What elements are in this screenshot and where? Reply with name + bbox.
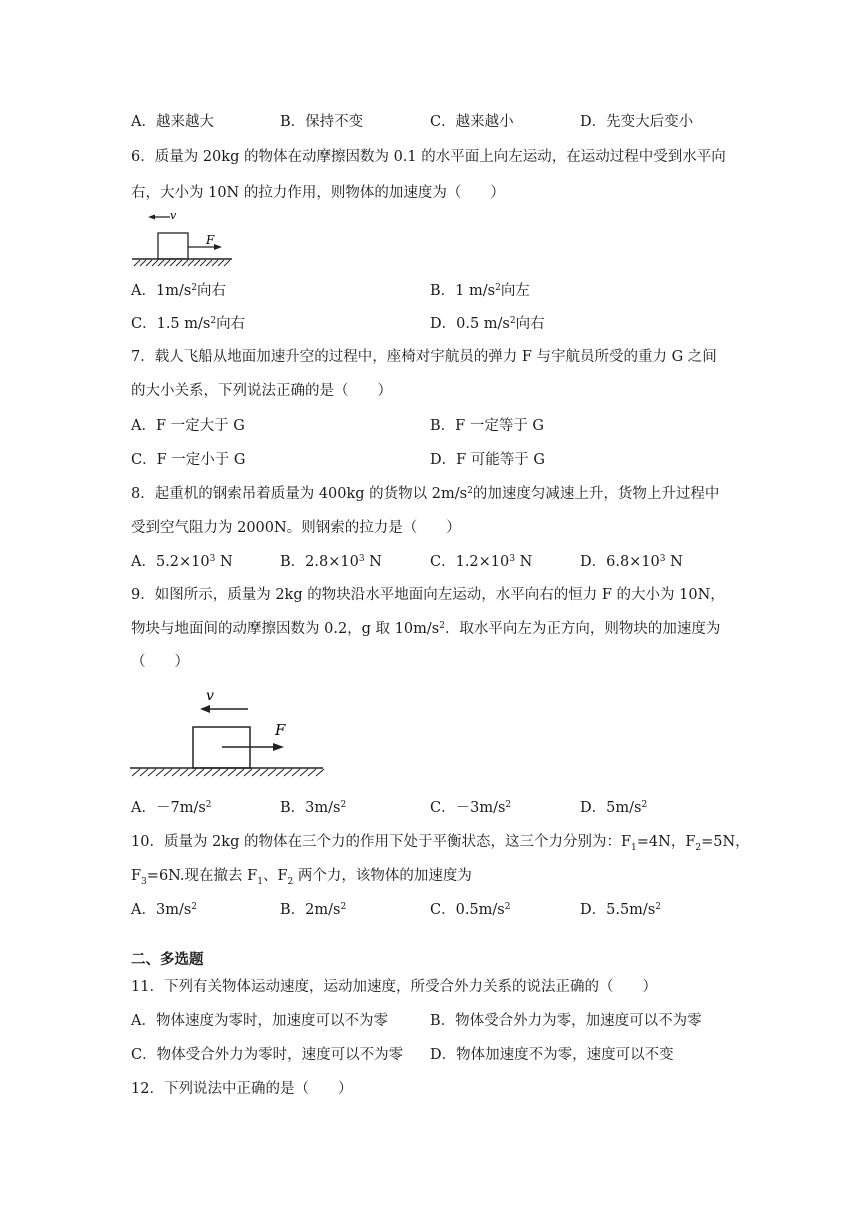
q11-option-d: D．物体加速度不为零，速度可以不变 <box>430 1047 674 1063</box>
q11-option-b: B．物体受合外力为零，加速度可以不为零 <box>430 1013 702 1029</box>
q7-stem-line2: 的大小关系，下列说法正确的是（ ） <box>131 383 392 399</box>
q5-option-d: D．先变大后变小 <box>580 114 694 130</box>
q6-velocity-label: v <box>170 209 177 222</box>
q6-option-b: B．1 $m/s^2$向左 <box>430 283 530 299</box>
q11-stem: 11．下列有关物体运动速度，运动加速度，所受合外力关系的说法正确的（ ） <box>131 979 657 995</box>
q8-option-a: A．$5.2\times 10^3$ N <box>131 554 233 570</box>
q9-option-d: D．$5m/s^2$ <box>580 800 648 816</box>
q9-block-diagram <box>128 683 328 778</box>
q9-stem-line3: （ ） <box>131 654 189 670</box>
q7-option-b: B．F 一定等于 G <box>430 418 545 434</box>
q6-option-d: D．0.5 $m/s^2$向右 <box>430 316 545 332</box>
q11-option-a: A．物体速度为零时，加速度可以不为零 <box>131 1013 388 1029</box>
q12-stem: 12．下列说法中正确的是（ ） <box>131 1081 353 1097</box>
q10-option-d: D．$5.5m/s^2$ <box>580 902 661 918</box>
q10-option-a: A．$3m/s^2$ <box>131 902 198 918</box>
q7-stem-line1: 7．载人飞船从地面加速升空的过程中，座椅对宇航员的弹力 F 与宇航员所受的重力 G 之间 <box>131 349 717 365</box>
q5-option-c: C．越来越小 <box>430 114 514 130</box>
section-heading: 二、多选题 <box>131 951 204 968</box>
q7-option-c: C．F 一定小于 G <box>131 452 246 468</box>
q10-option-c: C．$0.5m/s^2$ <box>430 902 511 918</box>
q7-option-a: A．F 一定大于 G <box>131 418 245 434</box>
q6-stem-line1: 6．质量为 20kg 的物体在动摩擦因数为 0.1 的水平面上向左运动，在运动过程中受到水平向 <box>131 149 726 165</box>
q8-stem-line2: 受到空气阻力为 2000N。则钢索的拉力是（ ） <box>131 520 461 536</box>
q9-option-b: B．$3m/s^2$ <box>280 800 347 816</box>
q6-option-c: C．1.5 $m/s^2$向右 <box>131 316 246 332</box>
q9-option-a: A．$-7m/s^2$ <box>131 800 212 816</box>
q10-option-b: B．$2m/s^2$ <box>280 902 347 918</box>
q8-stem-line1: 8．起重机的钢索吊着质量为 400kg 的货物以 $2m/s^2$的加速度匀减速上升，货物上升过程中 <box>131 486 720 502</box>
q6-option-a: A．$1m/s^2$向右 <box>131 283 227 299</box>
q9-force-label: F <box>275 721 286 739</box>
q9-option-c: C．$-3m/s^2$ <box>430 800 512 816</box>
q11-option-c: C．物体受合外力为零时，速度可以不为零 <box>131 1047 404 1063</box>
q6-stem-line2: 右，大小为 10N 的拉力作用，则物体的加速度为（ ） <box>131 185 505 201</box>
q8-option-d: D．$6.8\times 10^3$ N <box>580 554 683 570</box>
q7-option-d: D．F 可能等于 G <box>430 452 545 468</box>
q10-stem-line1: 10．质量为 2kg 的物体在三个力的作用下处于平衡状态，这三个力分别为：$F_1=4N$，$F_2=5N$， <box>131 834 750 853</box>
q5-option-b: B．保持不变 <box>280 114 364 130</box>
q9-velocity-label: v <box>206 688 214 704</box>
q9-stem-line2: 物块与地面间的动摩擦因数为 0.2，g 取 $10m/s^2$．取水平向左为正方向，则物块的加速度为 <box>131 621 721 637</box>
q6-block-diagram <box>130 207 235 267</box>
q6-force-label: F <box>206 233 215 247</box>
q9-stem-line1: 9．如图所示，质量为 2kg 的物块沿水平地面向左运动，水平向右的恒力 F 的大小为 10N， <box>131 587 725 603</box>
q8-option-c: C．$1.2\times 10^3$ N <box>430 554 533 570</box>
q10-stem-line2: $F_3=6N$.现在撤去 $F_1$、$F_2$ 两个力，该物体的加速度为 <box>131 868 472 887</box>
q5-option-a: A．越来越大 <box>131 114 214 130</box>
q8-option-b: B．$2.8\times 10^3$ N <box>280 554 382 570</box>
